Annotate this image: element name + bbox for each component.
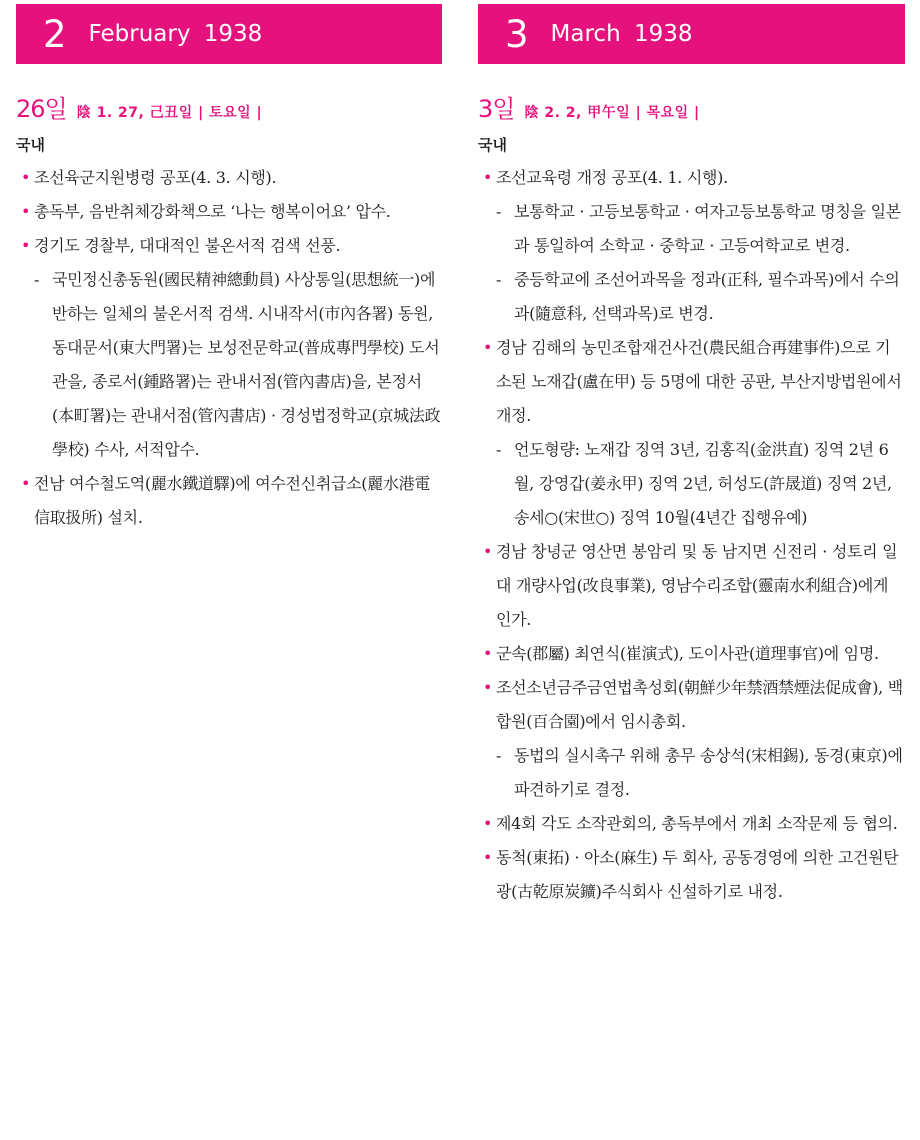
month-title: March 1938 xyxy=(550,21,693,47)
bullet-icon: • xyxy=(483,848,493,867)
entry-item xyxy=(16,229,442,467)
date-meta: 陰 1. 27, 己丑일 | 토요일 | xyxy=(76,105,263,121)
sub-text: 동법의 실시촉구 위해 총무 송상석(宋相錫), 동경(東京)에 파견하기로 결정. xyxy=(514,746,903,799)
entry-text: 동척(東拓) · 아소(麻生) 두 회사, 공동경영에 의한 고건원탄광(古乾原炭鑛)주식회사 신설하기로 내정. xyxy=(496,848,899,901)
section-label: 국내 xyxy=(478,136,507,154)
bullet-icon: • xyxy=(483,644,493,663)
month-number: 2 xyxy=(43,12,67,56)
month-banner xyxy=(478,4,905,64)
entry-text: 제4회 각도 소작관회의, 총독부에서 개최 소작문제 등 협의. xyxy=(496,814,898,833)
bullet-icon: • xyxy=(483,542,493,561)
dash-marker: - xyxy=(496,746,502,765)
entry-text: 조선육군지원병령 공포(4. 3. 시행). xyxy=(34,168,277,187)
bullet-icon: • xyxy=(483,814,493,833)
entry-text: 경남 김해의 농민조합재건사건(農民組合再建事件)으로 기소된 노재갑(盧在甲) 등 5명에 대한 공판, 부산지방법원에서 개정. xyxy=(496,338,902,425)
dash-marker: - xyxy=(34,270,40,289)
sub-item xyxy=(496,195,905,263)
right-column xyxy=(478,4,905,909)
dash-marker: - xyxy=(496,440,502,459)
dash-marker: - xyxy=(496,270,502,289)
sub-text: 보통학교 · 고등보통학교 · 여자고등보통학교 명칭을 일본과 통일하여 소학교 · 중학교 · 고등여학교로 변경. xyxy=(514,202,901,255)
bullet-icon: • xyxy=(21,168,31,187)
entry-item xyxy=(478,671,905,807)
entry-text: 조선소년금주금연법촉성회(朝鮮少年禁酒禁煙法促成會), 백합원(百合園)에서 임시총회. xyxy=(496,678,903,731)
entry-text: 총독부, 음반취체강화책으로 ‘나는 행복이어요’ 압수. xyxy=(34,202,391,221)
sub-list xyxy=(34,263,442,467)
entry-text: 경남 창녕군 영산면 봉암리 및 동 남지면 신전리 · 성토리 일대 개량사업(改良事業), 영남수리조합(靈南水利組合)에게 인가. xyxy=(496,542,898,629)
sub-list xyxy=(496,739,905,807)
entry-item xyxy=(16,467,442,535)
left-column xyxy=(16,4,442,535)
entry-item xyxy=(478,161,905,331)
dash-marker: - xyxy=(496,202,502,221)
bullet-icon: • xyxy=(483,678,493,697)
section-label: 국내 xyxy=(16,136,45,154)
date-meta: 陰 2. 2, 甲午일 | 목요일 | xyxy=(524,105,700,121)
entry-text: 전남 여수철도역(麗水鐵道驛)에 여수전신취급소(麗水港電信取扱所) 설치. xyxy=(34,474,431,527)
bullet-icon: • xyxy=(21,236,31,255)
sub-list xyxy=(496,433,905,535)
bullet-icon: • xyxy=(21,474,31,493)
month-number: 3 xyxy=(505,12,529,56)
day-label: 26일 xyxy=(16,95,67,123)
sub-item xyxy=(496,263,905,331)
month-banner xyxy=(16,4,442,64)
entry-list xyxy=(16,161,442,535)
sub-item xyxy=(496,433,905,535)
entry-item xyxy=(478,331,905,535)
sub-item xyxy=(496,739,905,807)
entry-text: 군속(郡屬) 최연식(崔演式), 도이사관(道理事官)에 임명. xyxy=(496,644,879,663)
date-heading xyxy=(16,89,442,124)
sub-text: 언도형량: 노재갑 징역 3년, 김홍직(金洪直) 징역 2년 6월, 강영갑(姜永甲) 징역 2년, 허성도(許晟道) 징역 2년, 송세○(宋世○) 징역 10월(4년간 집행유예) xyxy=(514,440,892,527)
month-title: February 1938 xyxy=(88,21,263,47)
bullet-icon: • xyxy=(21,202,31,221)
entry-item xyxy=(16,161,442,195)
sub-text: 국민정신총동원(國民精神總動員) 사상통일(思想統一)에 반하는 일체의 불온서적 검색. 시내작서(市內各署) 동원, 동대문서(東大門署)는 보성전문학교(普成專門學校) 도서관을, 종로서(鍾路署)는 관내서점(管內書店)을, 본정서(本町署)는 관내서점(管內書店) · 경성법정학교(京城法政學校) 수사, 서적압수. xyxy=(52,270,441,459)
entry-list xyxy=(478,161,905,909)
sub-item xyxy=(34,263,442,467)
entry-item xyxy=(16,195,442,229)
entry-text: 조선교육령 개정 공포(4. 1. 시행). xyxy=(496,168,728,187)
entry-text: 경기도 경찰부, 대대적인 불온서적 검색 선풍. xyxy=(34,236,341,255)
date-heading xyxy=(478,89,905,124)
sub-text: 중등학교에 조선어과목을 정과(正科, 필수과목)에서 수의과(隨意科, 선택과목)로 변경. xyxy=(514,270,900,323)
bullet-icon: • xyxy=(483,168,493,187)
bullet-icon: • xyxy=(483,338,493,357)
entry-item xyxy=(478,535,905,637)
entry-item xyxy=(478,807,905,841)
day-label: 3일 xyxy=(478,95,515,123)
entry-item xyxy=(478,841,905,909)
sub-list xyxy=(496,195,905,331)
entry-item xyxy=(478,637,905,671)
